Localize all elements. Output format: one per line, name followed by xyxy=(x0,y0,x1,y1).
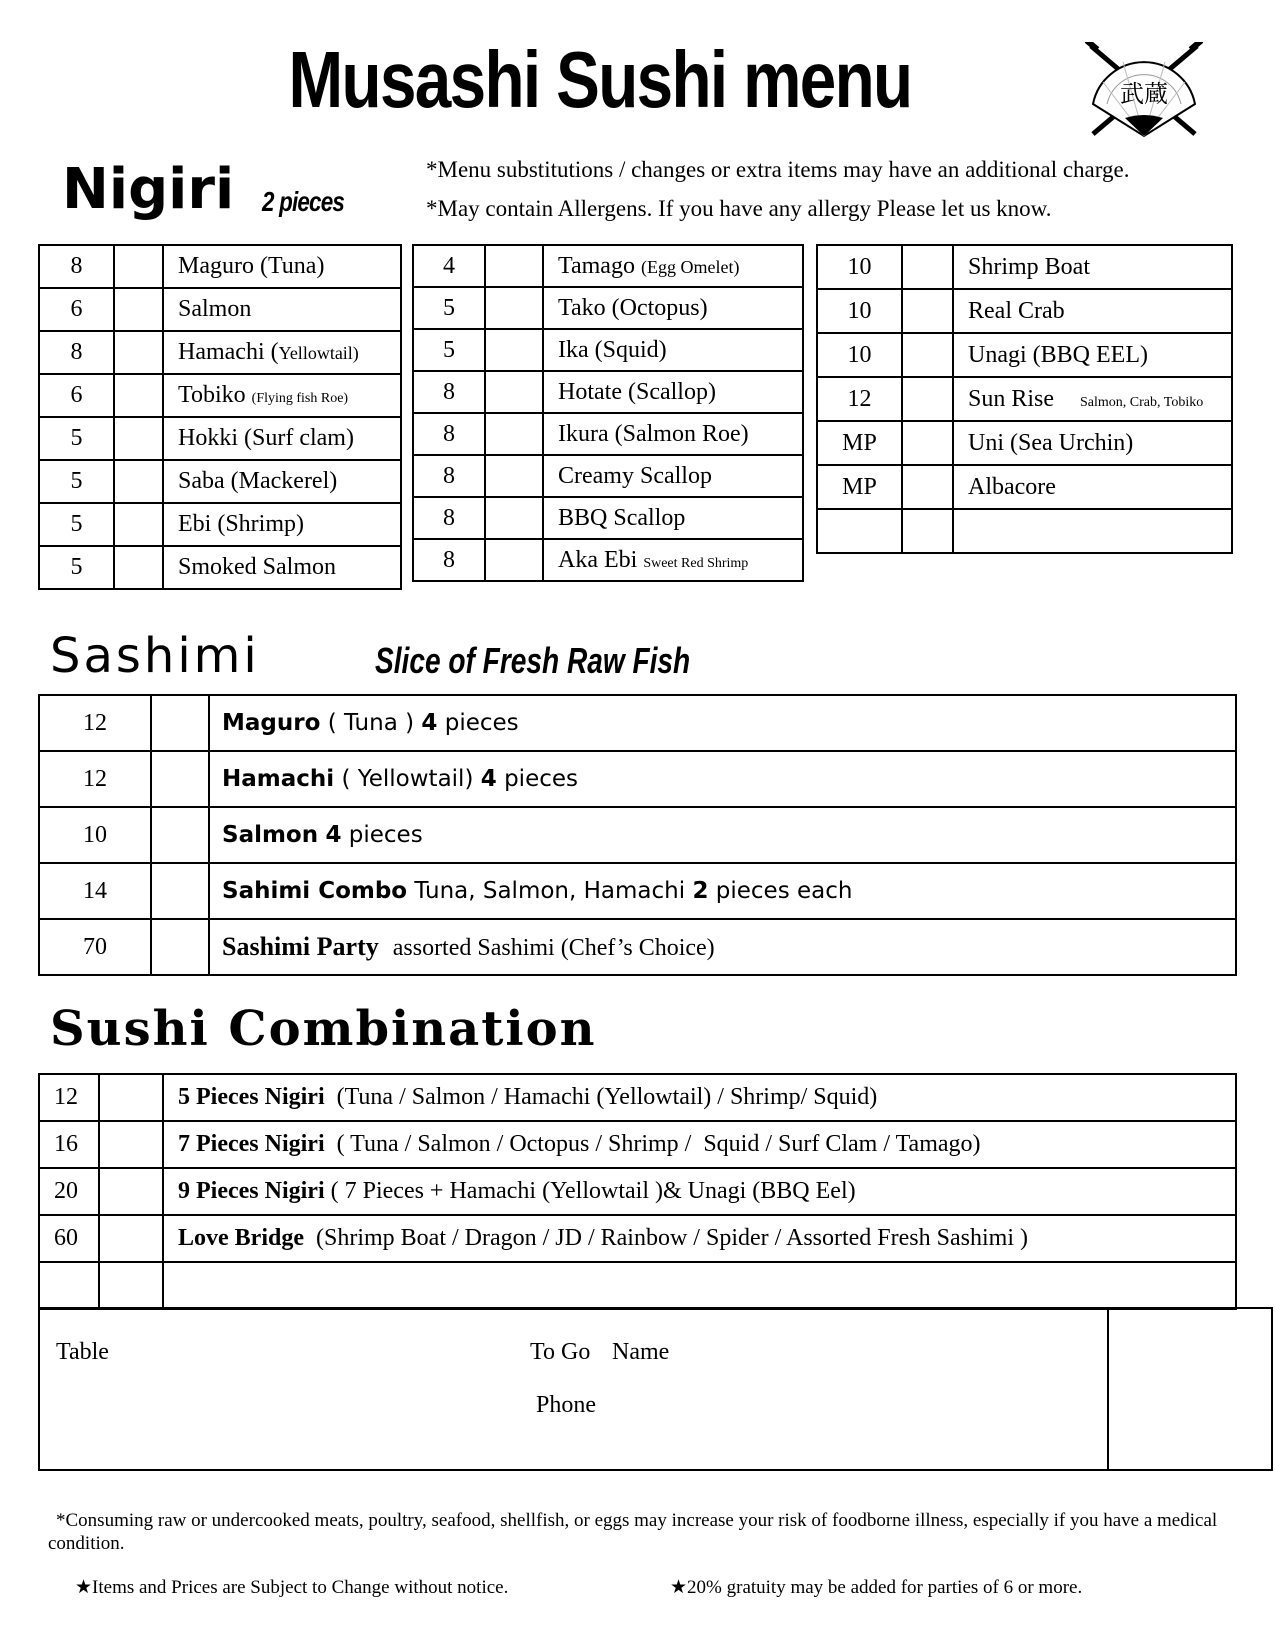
combo-row xyxy=(39,1121,1236,1168)
item-price: 10 xyxy=(817,289,902,333)
quantity-cell[interactable] xyxy=(114,546,163,589)
item-name-cell xyxy=(209,751,1236,807)
item-name: Sun Rise xyxy=(968,385,1055,412)
item-detail: (Tuna / Salmon / Hamachi (Yellowtail) / Shrimp/ Squid) xyxy=(324,1084,878,1110)
item-price: 20 xyxy=(39,1168,99,1215)
item-name-cell xyxy=(953,509,1232,553)
piece-count: 4 xyxy=(480,766,497,792)
note-allergens: *May contain Allergens. If you have any allergy Please let us know. xyxy=(426,196,1052,221)
quantity-cell[interactable] xyxy=(151,807,209,863)
item-name-cell xyxy=(163,1168,1236,1215)
combo-row xyxy=(39,1074,1236,1121)
item-name: Shrimp Boat xyxy=(968,253,1091,280)
item-name-cell xyxy=(163,331,401,374)
nigiri-row xyxy=(413,245,803,287)
item-price xyxy=(39,1262,99,1309)
nigiri-row xyxy=(817,465,1232,509)
item-price: 12 xyxy=(39,1074,99,1121)
combo-row xyxy=(39,1168,1236,1215)
item-name-cell xyxy=(163,1121,1236,1168)
item-name-cell xyxy=(543,371,803,413)
quantity-cell[interactable] xyxy=(485,497,543,539)
item-price: 6 xyxy=(39,288,114,331)
nigiri-row xyxy=(817,333,1232,377)
item-price: 14 xyxy=(39,863,151,919)
sashimi-heading: Sashimi xyxy=(50,628,260,684)
nigiri-row xyxy=(817,509,1232,553)
item-name: Maguro xyxy=(222,710,321,736)
item-detail: pieces xyxy=(437,710,519,736)
item-name-cell xyxy=(543,413,803,455)
item-price: 8 xyxy=(39,245,114,288)
item-name: Hamachi xyxy=(222,766,335,792)
name-label: Name xyxy=(612,1339,670,1365)
item-name-cell xyxy=(163,1215,1236,1262)
quantity-cell[interactable] xyxy=(485,413,543,455)
item-name-cell xyxy=(163,1074,1236,1121)
item-name: Ebi (Shrimp) xyxy=(178,511,304,537)
item-name-cell xyxy=(953,377,1232,421)
nigiri-row xyxy=(39,417,401,460)
item-detail: pieces xyxy=(496,766,578,792)
item-name: Real Crab xyxy=(968,297,1065,324)
item-detail: Tuna, Salmon, Hamachi xyxy=(407,878,693,904)
item-name: Unagi (BBQ EEL) xyxy=(968,341,1148,368)
item-name: Maguro (Tuna) xyxy=(178,253,325,279)
item-name-cell xyxy=(953,245,1232,289)
item-price: 8 xyxy=(413,413,485,455)
item-name-cell xyxy=(543,455,803,497)
nigiri-row xyxy=(413,329,803,371)
item-name-cell xyxy=(209,807,1236,863)
item-name: Albacore xyxy=(968,473,1056,500)
nigiri-row xyxy=(39,245,401,288)
quantity-cell[interactable] xyxy=(114,288,163,331)
item-price: 8 xyxy=(413,371,485,413)
table-label: Table xyxy=(56,1339,109,1365)
quantity-cell[interactable] xyxy=(99,1074,163,1121)
nigiri-row xyxy=(817,245,1232,289)
quantity-cell[interactable] xyxy=(114,245,163,288)
nigiri-row xyxy=(39,503,401,546)
quantity-cell[interactable] xyxy=(485,539,543,581)
item-name: Creamy Scallop xyxy=(558,462,712,489)
item-name: 7 Pieces Nigiri xyxy=(178,1131,325,1157)
item-name: BBQ Scallop xyxy=(558,504,686,531)
item-price: 5 xyxy=(413,329,485,371)
piece-count: 4 xyxy=(421,710,438,736)
item-detail: Salmon, Crab, Tobiko xyxy=(1080,394,1204,410)
item-name-cell xyxy=(163,460,401,503)
item-name-cell xyxy=(209,919,1236,975)
item-price: 6 xyxy=(39,374,114,417)
gratuity-note: ★20% gratuity may be added for parties of 6 or more. xyxy=(670,1577,1083,1598)
item-name: Salmon xyxy=(178,296,252,322)
nigiri-row xyxy=(413,539,803,581)
item-name: Tamago xyxy=(558,252,641,279)
item-name: 9 Pieces Nigiri xyxy=(178,1178,325,1204)
item-name-cell xyxy=(163,417,401,460)
item-name: Hokki (Surf clam) xyxy=(178,425,354,451)
quantity-cell[interactable] xyxy=(902,289,953,333)
quantity-cell[interactable] xyxy=(99,1168,163,1215)
item-name-cell xyxy=(953,333,1232,377)
item-name-cell xyxy=(163,503,401,546)
piece-count: 2 xyxy=(692,878,709,904)
nigiri-heading: Nigiri xyxy=(62,157,235,222)
item-price: 8 xyxy=(413,497,485,539)
nigiri-subheading: 2 pieces xyxy=(262,186,345,217)
item-detail: ( Tuna ) xyxy=(320,710,422,736)
item-name-cell xyxy=(543,329,803,371)
item-price: 10 xyxy=(817,245,902,289)
item-price: 12 xyxy=(39,751,151,807)
sashimi-subheading: Slice of Fresh Raw Fish xyxy=(375,640,691,681)
item-name-cell xyxy=(953,421,1232,465)
item-detail: ( 7 Pieces + Hamachi (Yellowtail )& Unagi (BBQ Eel) xyxy=(324,1178,856,1204)
quantity-cell[interactable] xyxy=(902,465,953,509)
sashimi-row xyxy=(39,919,1236,975)
quantity-cell[interactable] xyxy=(485,329,543,371)
item-price: 10 xyxy=(817,333,902,377)
item-name-cell xyxy=(163,374,401,417)
item-price: 8 xyxy=(413,539,485,581)
item-price: 5 xyxy=(39,503,114,546)
nigiri-row xyxy=(39,288,401,331)
item-name-cell xyxy=(543,539,803,581)
sashimi-row xyxy=(39,807,1236,863)
quantity-cell[interactable] xyxy=(114,417,163,460)
quantity-cell[interactable] xyxy=(485,287,543,329)
item-name: Smoked Salmon xyxy=(178,554,337,580)
quantity-cell[interactable] xyxy=(902,245,953,289)
item-name: Uni (Sea Urchin) xyxy=(968,429,1134,456)
item-price xyxy=(817,509,902,553)
quantity-cell[interactable] xyxy=(902,421,953,465)
nigiri-table-3 xyxy=(816,244,1233,554)
item-detail: (Flying fish Roe) xyxy=(251,391,349,406)
quantity-cell[interactable] xyxy=(151,919,209,975)
quantity-cell[interactable] xyxy=(902,333,953,377)
item-price: 8 xyxy=(39,331,114,374)
nigiri-row xyxy=(817,377,1232,421)
quantity-cell[interactable] xyxy=(151,695,209,751)
sashimi-table xyxy=(38,694,1237,976)
quantity-cell[interactable] xyxy=(151,863,209,919)
quantity-cell[interactable] xyxy=(99,1215,163,1262)
quantity-cell[interactable] xyxy=(485,245,543,287)
item-name-cell xyxy=(163,546,401,589)
note-substitutions: *Menu substitutions / changes or extra items may have an additional charge. xyxy=(426,157,1130,182)
nigiri-row xyxy=(39,546,401,589)
item-price: 5 xyxy=(39,417,114,460)
item-price: 16 xyxy=(39,1121,99,1168)
nigiri-row xyxy=(39,374,401,417)
item-detail: Yellowtail) xyxy=(278,343,359,363)
phone-label: Phone xyxy=(536,1392,596,1418)
item-name: Aka Ebi xyxy=(558,546,644,573)
item-price: 8 xyxy=(413,455,485,497)
togo-label: To Go xyxy=(530,1339,591,1365)
item-price: 12 xyxy=(817,377,902,421)
item-name-cell xyxy=(543,287,803,329)
item-name-cell xyxy=(209,863,1236,919)
item-price: 10 xyxy=(39,807,151,863)
item-name: Ikura (Salmon Roe) xyxy=(558,420,749,447)
sashimi-row xyxy=(39,863,1236,919)
sashimi-row xyxy=(39,751,1236,807)
combo-heading: Sushi Combination xyxy=(50,1001,597,1057)
item-name: Sahimi Combo xyxy=(222,878,408,904)
item-detail: ( Tuna / Salmon / Octopus / Shrimp / Squid / Surf Clam / Tamago) xyxy=(324,1131,981,1157)
item-name-cell xyxy=(953,289,1232,333)
item-name: Sashimi Party xyxy=(222,932,379,961)
foodborne-warning: *Consuming raw or undercooked meats, poultry, seafood, shellfish, or eggs may increase your risk of foodborne illness, especially if you have a medical condition. xyxy=(48,1510,1218,1554)
combo-row xyxy=(39,1262,1236,1309)
item-name-cell xyxy=(163,288,401,331)
nigiri-table-2 xyxy=(412,244,804,582)
combo-row xyxy=(39,1215,1236,1262)
item-price: 60 xyxy=(39,1215,99,1262)
nigiri-row xyxy=(413,413,803,455)
nigiri-row xyxy=(413,497,803,539)
logo-text: 武蔵 xyxy=(1120,80,1168,108)
quantity-cell[interactable] xyxy=(99,1121,163,1168)
item-price: 70 xyxy=(39,919,151,975)
item-name: Love Bridge xyxy=(178,1225,304,1251)
combo-table xyxy=(38,1073,1237,1310)
quantity-cell[interactable] xyxy=(485,455,543,497)
item-name-cell xyxy=(543,497,803,539)
item-name: 5 Pieces Nigiri xyxy=(178,1084,325,1110)
nigiri-row xyxy=(413,287,803,329)
item-name: Ika (Squid) xyxy=(558,336,667,363)
quantity-cell[interactable] xyxy=(902,509,953,553)
item-name: Saba (Mackerel) xyxy=(178,468,338,494)
nigiri-row xyxy=(817,421,1232,465)
item-price: 5 xyxy=(39,546,114,589)
item-detail: assorted Sashimi (Chef’s Choice) xyxy=(392,935,715,961)
item-detail: pieces xyxy=(341,822,423,848)
quantity-cell[interactable] xyxy=(114,374,163,417)
item-price: MP xyxy=(817,465,902,509)
item-name-cell xyxy=(953,465,1232,509)
order-note-box xyxy=(1107,1309,1271,1469)
item-name-cell xyxy=(209,695,1236,751)
nigiri-row xyxy=(39,460,401,503)
item-detail: (Shrimp Boat / Dragon / JD / Rainbow / Spider / Assorted Fresh Sashimi ) xyxy=(304,1225,1028,1251)
nigiri-row xyxy=(39,331,401,374)
item-price: 12 xyxy=(39,695,151,751)
item-name-cell xyxy=(543,245,803,287)
item-name: Hamachi ( xyxy=(178,339,279,365)
item-name-cell xyxy=(163,245,401,288)
order-info-box xyxy=(38,1307,1273,1471)
page-title: Musashi Sushi menu xyxy=(288,35,912,124)
item-detail: (Egg Omelet) xyxy=(640,256,740,277)
item-detail: ( Yellowtail) xyxy=(334,766,481,792)
item-detail: Sweet Red Shrimp xyxy=(643,555,749,571)
item-name: Tobiko xyxy=(178,382,252,408)
item-price: 4 xyxy=(413,245,485,287)
nigiri-table-1 xyxy=(38,244,402,590)
quantity-cell[interactable] xyxy=(151,751,209,807)
nigiri-row xyxy=(413,371,803,413)
quantity-cell[interactable] xyxy=(485,371,543,413)
piece-count: 4 xyxy=(325,822,342,848)
quantity-cell[interactable] xyxy=(99,1262,163,1309)
quantity-cell[interactable] xyxy=(114,331,163,374)
item-name-cell xyxy=(163,1262,1236,1309)
sashimi-row xyxy=(39,695,1236,751)
item-name: Salmon xyxy=(222,822,319,848)
item-name: Hotate (Scallop) xyxy=(558,378,716,405)
item-price: 5 xyxy=(39,460,114,503)
quantity-cell[interactable] xyxy=(114,460,163,503)
nigiri-row xyxy=(817,289,1232,333)
price-change-note: ★Items and Prices are Subject to Change without notice. xyxy=(75,1577,509,1598)
item-price: MP xyxy=(817,421,902,465)
crossed-katanas-fan-icon xyxy=(1083,42,1205,142)
item-price: 5 xyxy=(413,287,485,329)
item-detail: pieces each xyxy=(708,878,853,904)
item-name: Tako (Octopus) xyxy=(558,294,708,321)
nigiri-row xyxy=(413,455,803,497)
quantity-cell[interactable] xyxy=(114,503,163,546)
quantity-cell[interactable] xyxy=(902,377,953,421)
